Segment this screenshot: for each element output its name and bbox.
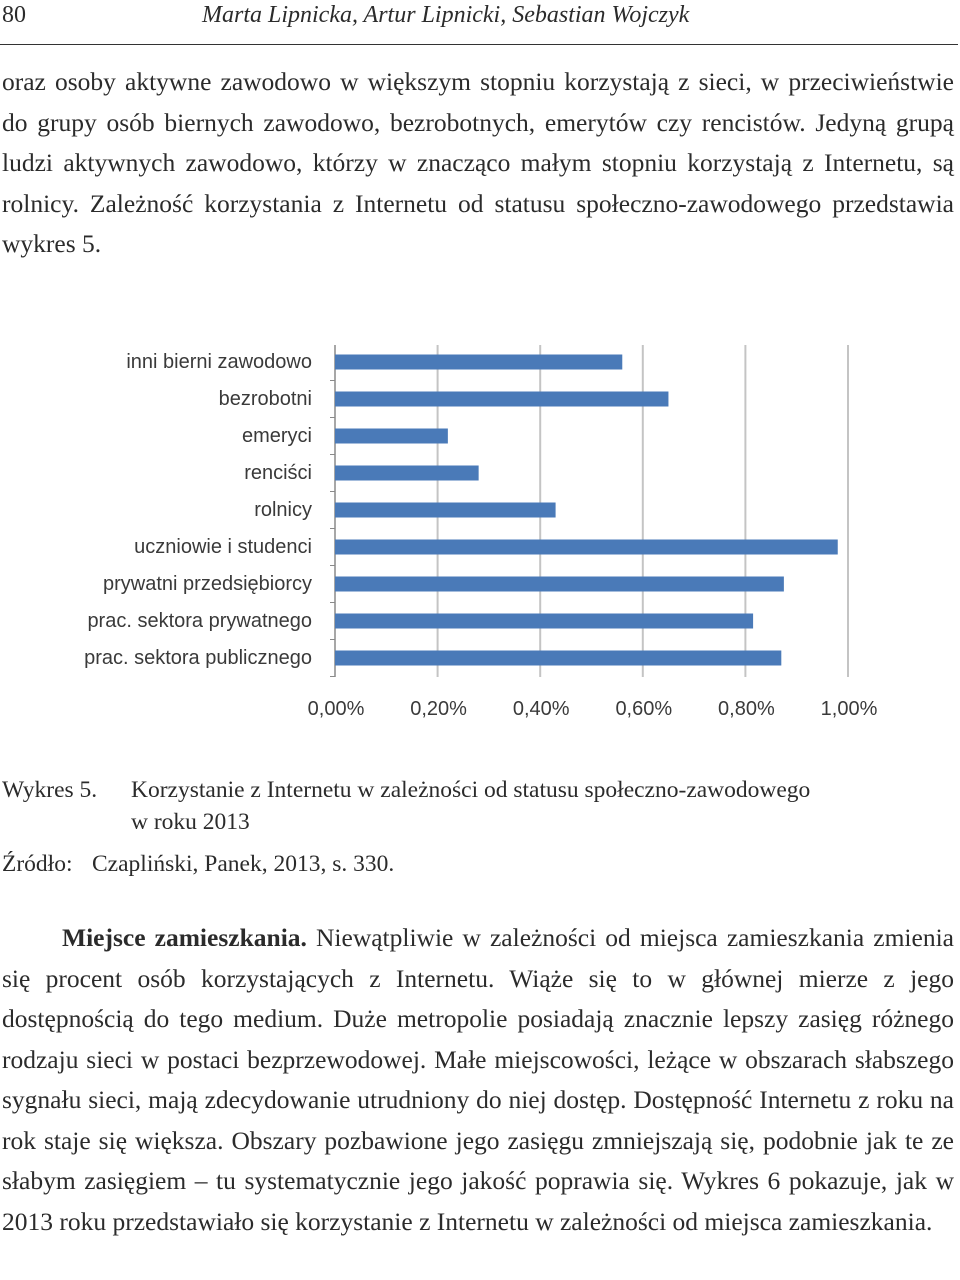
chart-bar xyxy=(335,355,622,370)
chart-bar xyxy=(335,392,668,407)
chart-bar xyxy=(335,651,781,666)
chart-x-tick-label: 0,80% xyxy=(718,698,775,720)
chart-x-tick-label: 0,20% xyxy=(410,698,467,720)
chart-category-label: prywatni przedsiębiorcy xyxy=(103,573,312,595)
figure-caption-label: Wykres 5. xyxy=(2,777,98,803)
chart-category-label: bezrobotni xyxy=(218,388,312,410)
running-header-authors: Marta Lipnicka, Artur Lipnicki, Sebastian Wojczyk xyxy=(202,2,690,28)
body-paragraph-1: oraz osoby aktywne zawodowo w większym stopniu korzystają z sieci, w przeciwieństwie do grupy osób biernych zawodowo, bezrobotnych, emerytów czy rencistów. Jedyną grupą ludzi aktywnych zawodowo, którzy w znacząco małym stopniu korzystają z Internetu, są rolnicy. Zależność korzystania z Internetu od statusu społeczno-zawodowego przedstawia wykres 5. xyxy=(2,67,954,258)
chart-category-label: prac. sektora publicznego xyxy=(84,647,312,669)
body-paragraph-2 xyxy=(2,918,954,1242)
figure-caption-line-2: w roku 2013 xyxy=(131,809,250,835)
chart-category-label: rolnicy xyxy=(254,499,312,521)
chart-category-label: uczniowie i studenci xyxy=(134,536,312,558)
source-label: Źródło: xyxy=(2,851,73,877)
page-number: 80 xyxy=(2,2,26,28)
chart-bar xyxy=(335,429,448,444)
chart-x-tick-label: 1,00% xyxy=(820,698,878,720)
chart-bar xyxy=(335,466,479,481)
chart-category-label: prac. sektora prywatnego xyxy=(87,610,312,632)
chart-bar xyxy=(335,577,784,592)
chart-category-label: renciści xyxy=(244,462,312,484)
source-text: Czapliński, Panek, 2013, s. 330. xyxy=(92,851,395,877)
chart-x-tick-label: 0,60% xyxy=(615,698,673,720)
section-heading-miejsce-zamieszkania: Miejsce zamieszkania. xyxy=(62,923,307,952)
chart-category-label: inni bierni zawodowo xyxy=(126,351,312,373)
chart-x-tick-label: 0,00% xyxy=(307,698,365,720)
chart-bar xyxy=(335,503,556,518)
chart-category-label: emeryci xyxy=(241,425,312,447)
chart-bar xyxy=(335,614,753,629)
figure-caption-line-1: Korzystanie z Internetu w zależności od statusu społeczno-zawodowego xyxy=(131,777,811,803)
chart-x-tick-label: 0,40% xyxy=(512,698,570,720)
body-paragraph-2-text: Niewątpliwie w zależności od miejsca zamieszkania zmienia się procent osób korzystających z Internetu. Wiąże się to w głównej mierze z jego dostępnością do tego medium. Duże metropolie posiadają znacznie lepszy zasięg różnego rodzaju sieci w postaci bezprzewodowej. Małe miejscowości, leżące w obszarach słabszego sygnału sieci, mają zdecydowanie utrudniony do niej dostęp. Dostępność Internetu z roku na rok staje się większa. Obszary pozbawione jego zasięgu zmniejszają się, podobnie jak te ze słabym zasięgiem – tu systematycznie jego jakość poprawia się. Wykres 6 pokazuje, jak w 2013 roku przedstawiało się korzystanie z Internetu w zależności od miejsca zamieszkania. xyxy=(2,923,954,1236)
chart-bar xyxy=(335,540,838,555)
